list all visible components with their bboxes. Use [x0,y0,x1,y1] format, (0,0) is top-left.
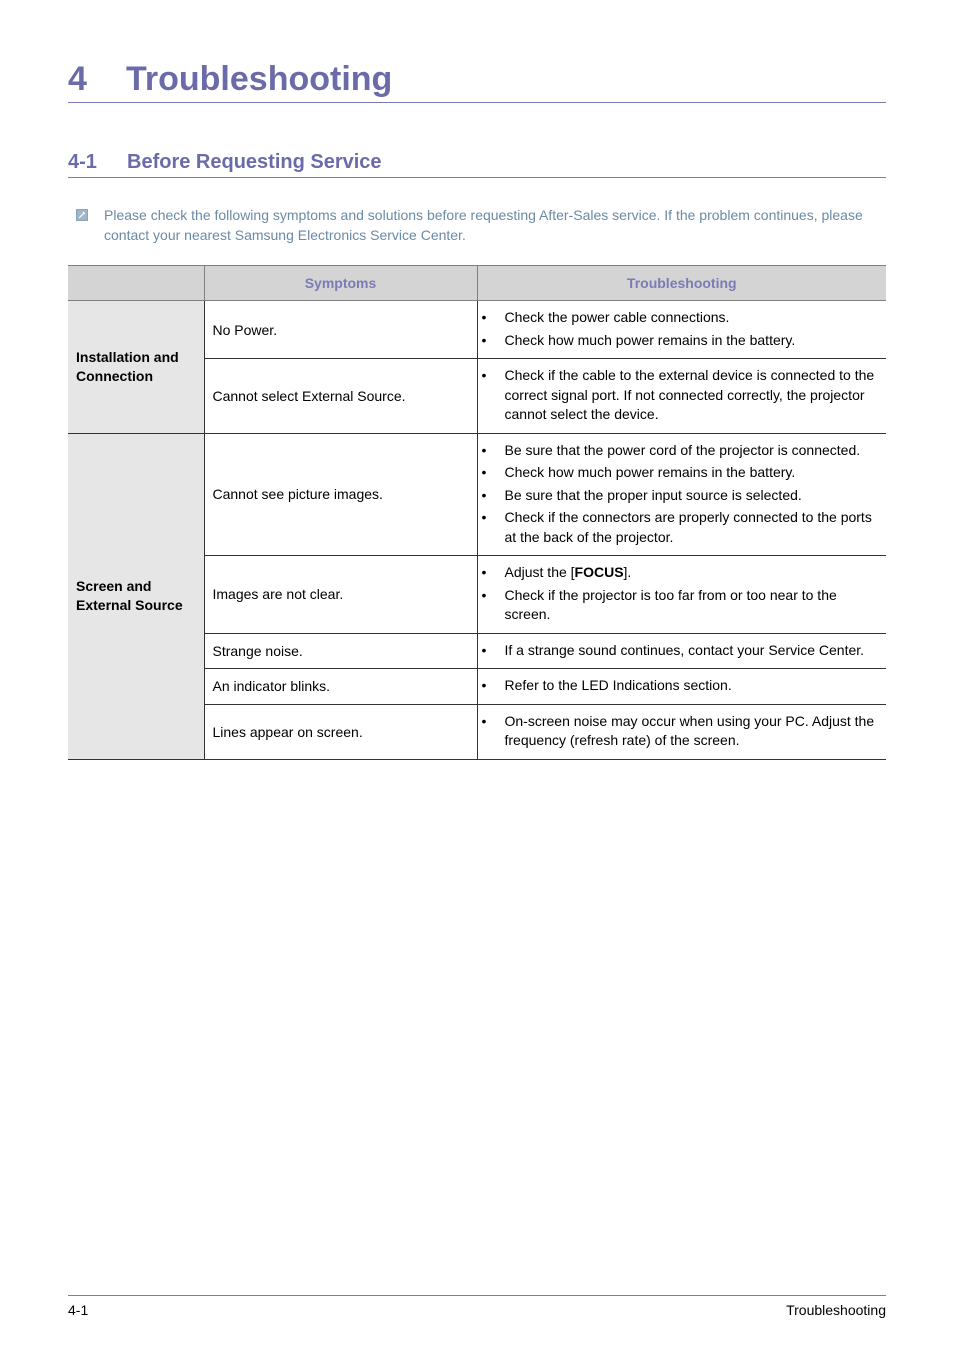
solution-text: Refer to the LED Indications section. [504,677,732,693]
solution-item [478,508,881,547]
bullet: • [481,509,487,525]
note-icon [76,209,88,221]
solution-text: Check how much power remains in the battery. [504,331,796,348]
bullet: • [481,441,487,458]
symptom-cell: Cannot select External Source. [204,359,477,434]
solution-item [478,366,881,425]
solution-item [478,463,881,483]
solution-text: Adjust the [ [504,564,575,580]
table-header-row [68,266,886,301]
chapter-title: Troubleshooting [126,60,393,98]
solution-item [478,441,881,461]
symptom-cell: Images are not clear. [204,556,477,634]
solution-cell [477,633,886,669]
table-row [68,301,886,359]
solution-text: Check the power cable connections. [504,309,730,325]
solution-text: On-screen noise may occur when using your PC. Adjust the frequency (refresh rate) of the screen. [504,712,875,748]
solution-item [478,586,881,625]
solution-text: Check how much power remains in the battery. [504,464,796,480]
category-cell: Installation and Connection [68,301,204,434]
solution-text: If a strange sound continues, contact your Service Center. [504,641,865,658]
footer-title: Troubleshooting [786,1302,886,1318]
solution-item [478,712,881,751]
bullet: • [481,564,487,580]
bullet: • [481,586,487,603]
chapter-heading [68,58,886,103]
header-troubleshooting: Troubleshooting [477,266,886,301]
focus-key-label: FOCUS [574,564,624,580]
solution-cell [477,704,886,759]
header-category [68,266,204,301]
solution-text: Be sure that the power cord of the projector is connected. [504,441,861,458]
page-footer [68,1295,886,1324]
bullet: • [481,309,487,325]
solution-text: Be sure that the proper input source is selected. [504,486,802,503]
note-box [76,206,886,245]
solution-cell [477,556,886,634]
solution-item [478,641,881,661]
solution-cell [477,433,886,556]
symptom-cell: An indicator blinks. [204,669,477,705]
symptom-cell: No Power. [204,301,477,359]
chapter-number: 4 [68,60,87,98]
symptom-cell: Cannot see picture images. [204,433,477,556]
solution-item [478,308,881,328]
bullet: • [481,677,487,693]
solution-text: Check if the cable to the external device is connected to the correct signal port. If not connected correctly, the projector cannot select the device. [504,367,875,422]
solution-item [478,486,881,506]
section-title: Before Requesting Service [127,151,382,173]
footer-page-number: 4-1 [68,1302,89,1318]
solution-item [478,563,881,583]
troubleshooting-table [68,265,886,760]
solution-text: Check if the connectors are properly connected to the ports at the back of the projector. [504,509,872,545]
symptom-cell: Strange noise. [204,633,477,669]
solution-cell [477,669,886,705]
section-heading [68,150,886,178]
symptom-cell: Lines appear on screen. [204,704,477,759]
solution-text: Check if the projector is too far from or too near to the screen. [504,586,837,622]
note-text: Please check the following symptoms and solutions before requesting After-Sales service. If the problem continues, please contact your nearest Samsung Electronics Service Center. [104,207,863,243]
solution-item [478,331,881,351]
section-number: 4-1 [68,151,97,173]
category-cell: Screen and External Source [68,433,204,759]
bullet: • [481,486,487,503]
solution-cell [477,301,886,359]
solution-cell [477,359,886,434]
bullet: • [481,367,487,383]
solution-text: ]. [623,564,632,580]
bullet: • [481,464,487,480]
header-symptoms: Symptoms [204,266,477,301]
bullet: • [481,712,487,729]
bullet: • [481,331,487,348]
bullet: • [481,641,487,658]
table-row [68,433,886,556]
solution-item [478,676,881,696]
